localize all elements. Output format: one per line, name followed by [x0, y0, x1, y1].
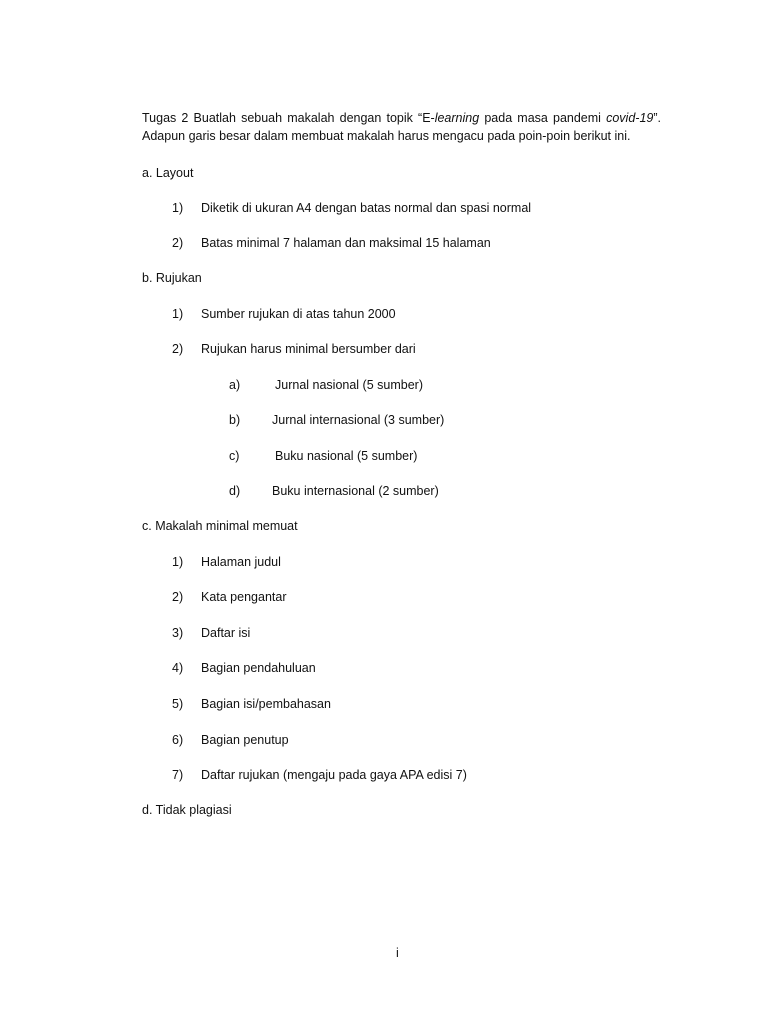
section-b-subitem-d-text: Buku internasional (2 sumber) [272, 484, 439, 498]
section-b-item-1-number: 1) [172, 307, 184, 321]
section-c-item-3-text: Daftar isi [201, 626, 251, 640]
section-c-item-5-text: Bagian isi/pembahasan [201, 697, 331, 711]
section-c-item-1-number: 1) [172, 555, 184, 569]
page-number: i [396, 946, 399, 960]
section-a-item-1-number: 1) [172, 201, 184, 215]
section-c-item-5-number: 5) [172, 697, 184, 711]
section-b-subitem-a-text: Jurnal nasional (5 sumber) [275, 378, 423, 392]
section-c-item-7-number: 7) [172, 768, 184, 782]
section-b-subitem-b-number: b) [229, 413, 241, 427]
section-c-heading: c. Makalah minimal memuat [142, 519, 298, 533]
section-c-item-6-text: Bagian penutup [201, 733, 289, 747]
section-a-item-2-text: Batas minimal 7 halaman dan maksimal 15 halaman [201, 236, 491, 250]
section-a-heading: a. Layout [142, 166, 194, 180]
intro-text-part-3: ”. [653, 111, 661, 125]
section-b-subitem-c-number: c) [229, 449, 240, 463]
intro-italic-learning: learning [434, 111, 480, 125]
intro-text-part-2: pada masa pandemi [479, 111, 607, 125]
section-c-item-2-text: Kata pengantar [201, 590, 287, 604]
section-c-item-3-number: 3) [172, 626, 184, 640]
section-c-item-6-number: 6) [172, 733, 184, 747]
section-c-item-1-text: Halaman judul [201, 555, 281, 569]
section-a-item-2-number: 2) [172, 236, 184, 250]
section-d-heading: d. Tidak plagiasi [142, 803, 232, 817]
section-c-item-4-text: Bagian pendahuluan [201, 661, 316, 675]
section-c-item-2-number: 2) [172, 590, 184, 604]
section-b-subitem-b-text: Jurnal internasional (3 sumber) [272, 413, 445, 427]
section-b-item-1-text: Sumber rujukan di atas tahun 2000 [201, 307, 396, 321]
section-c-item-4-number: 4) [172, 661, 184, 675]
section-c-item-7-text: Daftar rujukan (mengaju pada gaya APA edisi 7) [201, 768, 467, 782]
section-b-subitem-d-number: d) [229, 484, 241, 498]
section-b-heading: b. Rujukan [142, 271, 202, 285]
intro-italic-covid: covid-19 [606, 111, 654, 125]
section-b-item-2-text: Rujukan harus minimal bersumber dari [201, 342, 416, 356]
section-b-subitem-a-number: a) [229, 378, 241, 392]
intro-line-2: Adapun garis besar dalam membuat makalah harus mengacu pada poin-poin berikut ini. [142, 129, 631, 143]
intro-line-1 [142, 110, 661, 126]
intro-text-part-1: Tugas 2 Buatlah sebuah makalah dengan topik “E- [142, 111, 435, 125]
section-b-item-2-number: 2) [172, 342, 184, 356]
section-a-item-1-text: Diketik di ukuran A4 dengan batas normal dan spasi normal [201, 201, 532, 215]
section-b-subitem-c-text: Buku nasional (5 sumber) [275, 449, 418, 463]
